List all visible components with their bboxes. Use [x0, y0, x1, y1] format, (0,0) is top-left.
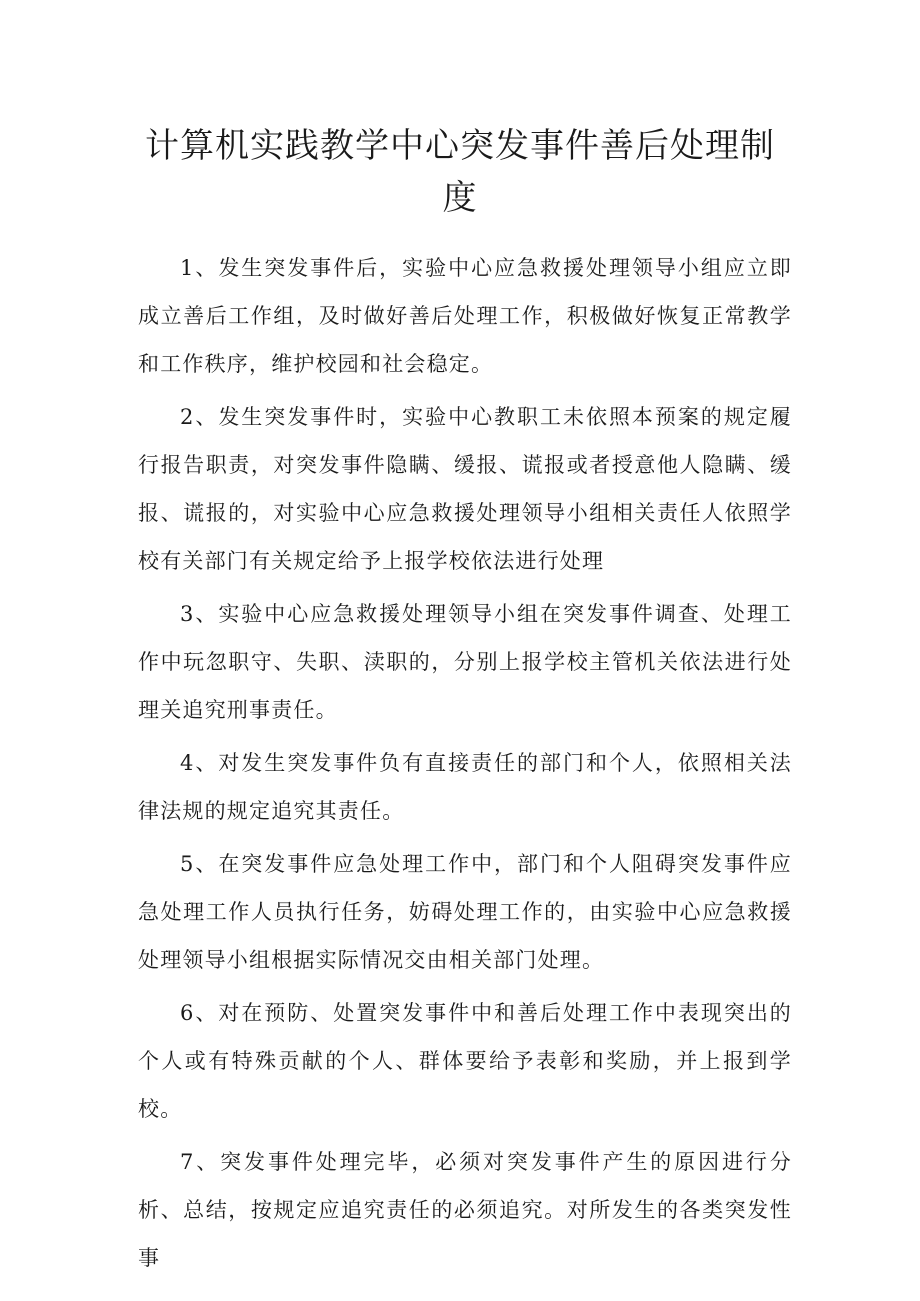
paragraph-4: 4、对发生突发事件负有直接责任的部门和个人，依照相关法律法规的规定追究其责任。	[138, 751, 792, 823]
paragraph-1: 1、发生突发事件后，实验中心应急救援处理领导小组应立即成立善后工作组，及时做好善后处理工作，积极做好恢复正常教学和工作秩序，维护校园和社会稳定。	[138, 256, 792, 376]
paragraph-3: 3、实验中心应急救援处理领导小组在突发事件调查、处理工作中玩忽职守、失职、渎职的，分别上报学校主管机关依法进行处理关追究刑事责任。	[138, 602, 792, 722]
document-body	[138, 244, 792, 1282]
paragraph-5: 5、在突发事件应急处理工作中，部门和个人阻碍突发事件应急处理工作人员执行任务，妨碍处理工作的，由实验中心应急救援处理领导小组根据实际情况交由相关部门处理。	[138, 852, 792, 972]
paragraph-2: 2、发生突发事件时，实验中心教职工未依照本预案的规定履行报告职责，对突发事件隐瞒、缓报、谎报或者授意他人隐瞒、缓报、谎报的，对实验中心应急救援处理领导小组相关责任人依照学校有关部门有关规定给予上报学校依法进行处理	[138, 405, 792, 573]
document-title: 计算机实践教学中心突发事件善后处理制度	[145, 126, 775, 218]
paragraph-7: 7、突发事件处理完毕，必须对突发事件产生的原因进行分析、总结，按规定应追究责任的必须追究。对所发生的各类突发性事	[138, 1150, 792, 1270]
paragraph-6: 6、对在预防、处置突发事件中和善后处理工作中表现突出的个人或有特殊贡献的个人、群体要给予表彰和奖励，并上报到学校。	[138, 1001, 792, 1121]
